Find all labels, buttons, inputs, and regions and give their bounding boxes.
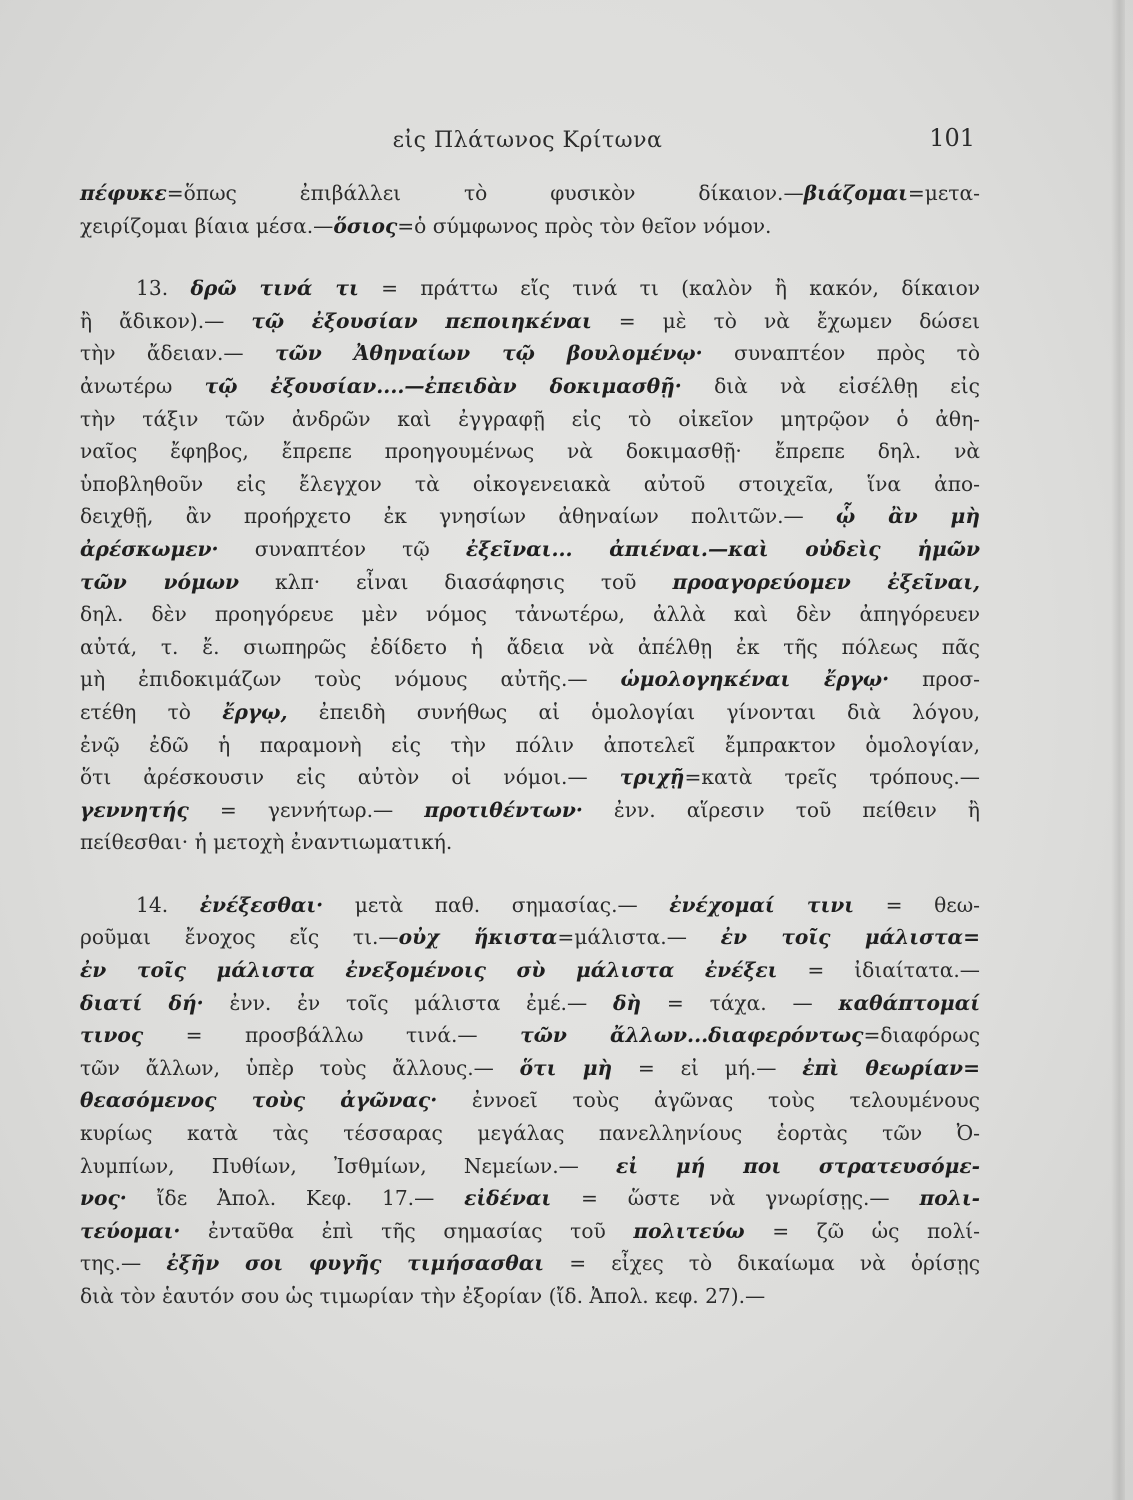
lemma-term: δὴ [612, 990, 642, 1015]
lemma-term: πολιτεύω [633, 1218, 745, 1243]
gloss-text: = τάχα. — [641, 990, 839, 1015]
lemma-term: τῷ ἐξουσίαν....—ἐπειδὰν δοκιμασθῇ· [204, 373, 682, 398]
text-line [80, 1215, 980, 1248]
gloss-text: = εἶχες τὸ δικαίωμα νὰ ὁρίσῃς [544, 1251, 981, 1276]
text-line [80, 337, 980, 370]
lemma-term: εἰδέναι [464, 1186, 552, 1211]
lemma-term: ἐξεῖναι... ἀπιέναι.—καὶ οὐδεὶς ἡμῶν [465, 536, 980, 561]
page-edge-shadow [1111, 0, 1125, 1500]
gloss-text: ναῖος ἔφηβος, ἔπρεπε προηγουμένως νὰ δοκιμασθῇ· ἔπρεπε δηλ. νὰ [80, 439, 980, 464]
gloss-text: =ὁ σύμφωνος πρὸς τὸν θεῖον νόμον. [397, 213, 772, 238]
gloss-text: =μετα- [907, 181, 980, 205]
gloss-text: =ὅπως ἐπιβάλλει τὸ φυσικὸν δίκαιον.— [166, 181, 804, 205]
lemma-term: θεασόμενος τοὺς ἀγῶνας· [80, 1088, 438, 1113]
lemma-term: οὐχ ἥκιστα [398, 925, 558, 950]
text-line [80, 794, 980, 827]
gloss-text: κλπ· εἶναι διασάφησις τοῦ [238, 569, 673, 594]
gloss-text: ἢ ἄδικον).— [80, 308, 252, 333]
gloss-text: = εἰ μή.— [612, 1055, 803, 1080]
gloss-text: =μάλιστα.— [557, 925, 721, 950]
gloss-text: δηλ. δὲν προηγόρευε μὲν νόμος τἀνωτέρω, ἀλλὰ καὶ δὲν ἀπηγόρευεν [80, 602, 980, 627]
text-line [80, 272, 980, 305]
paragraph-gap [80, 242, 980, 272]
lemma-term: ἐν τοῖς μάλιστα= [720, 925, 980, 950]
gloss-text: 14. [136, 892, 200, 917]
gloss-text: διὰ νὰ εἰσέλθῃ εἰς [681, 373, 980, 398]
paragraph-gap [80, 859, 980, 889]
text-line [80, 631, 980, 664]
text-line [80, 210, 980, 243]
lemma-term: καθάπτομαί [838, 990, 981, 1015]
text-line [80, 566, 980, 599]
lemma-term: τῷ ἐξουσίαν πεποιηκέναι [251, 308, 592, 333]
gloss-text: λυμπίων, Πυθίων, Ἰσθμίων, Νεμείων.— [80, 1153, 616, 1178]
text-line [80, 533, 980, 566]
text-line [80, 370, 980, 403]
page-number: 101 [929, 124, 975, 152]
text-line [80, 729, 980, 762]
lemma-term: τῶν ἄλλων...διαφερόντως [520, 1023, 864, 1048]
gloss-text: ἐνῷ ἐδῶ ἡ παραμονὴ εἰς τὴν πόλιν ἀποτελεῖ ἔμπρακτον ὁμολογίαν, [80, 732, 980, 757]
lemma-term: ᾧ ἂν μὴ [835, 504, 980, 529]
gloss-text: χειρίζομαι βίαια μέσα.— [80, 213, 334, 238]
lemma-term: ὅτι μὴ [519, 1055, 613, 1080]
lemma-term: ἐπὶ θεωρίαν= [802, 1055, 980, 1080]
text-line [80, 761, 980, 794]
gloss-text: ἐπειδὴ συνήθως αἱ ὁμολογίαι γίνονται διὰ λόγου, [287, 699, 980, 724]
text-line [80, 1019, 980, 1052]
text-line [80, 1084, 980, 1117]
gloss-text: διὰ τὸν ἑαυτόν σου ὡς τιμωρίαν τὴν ἐξορίαν (ἴδ. Ἀπολ. κεφ. 27).— [80, 1284, 766, 1308]
text-line [80, 889, 980, 922]
gloss-text: πείθεσθαι· ἡ μετοχὴ ἐναντιωματική. [80, 830, 453, 855]
gloss-text: = γεννήτωρ.— [188, 797, 425, 822]
gloss-text: 13. [136, 276, 191, 301]
lemma-term: προαγορεύομεν ἐξεῖναι, [672, 569, 980, 594]
lemma-term: τῶν Ἀθηναίων τῷ βουλομένῳ· [274, 341, 703, 366]
gloss-text: ετέθη τὸ [80, 699, 223, 724]
text-line [80, 1280, 980, 1313]
gloss-text: = ὥστε νὰ γνωρίσῃς.— [551, 1186, 920, 1211]
text-line [80, 435, 980, 468]
text-line [80, 987, 980, 1020]
gloss-text: συναπτέον τῷ [218, 536, 466, 561]
lemma-term: διατί δή· [80, 990, 204, 1015]
lemma-term: εἰ μή ποι στρατευσόμε- [616, 1153, 980, 1178]
gloss-text: αὐτά, τ. ἔ. σιωπηρῶς ἐδίδετο ἡ ἄδεια νὰ ἀπέλθῃ ἐκ τῆς πόλεως πᾶς [80, 634, 980, 659]
text-line [80, 500, 980, 533]
gloss-text: τὴν ἄδειαν.— [80, 341, 275, 366]
gloss-text: προσ- [889, 667, 980, 692]
commentary-text [80, 177, 980, 1313]
gloss-text: = ἰδιαίτατα.— [777, 958, 980, 983]
gloss-text: τὴν τάξιν τῶν ἀνδρῶν καὶ ἐγγραφῇ εἰς τὸ οἰκεῖον μητρῷον ὁ ἀθη- [80, 406, 980, 431]
lemma-term: βιάζομαι [803, 181, 908, 205]
lemma-term: πολι- [919, 1186, 980, 1211]
lemma-term: προτιθέντων· [424, 797, 583, 822]
text-line [80, 1182, 980, 1215]
gloss-text: τῶν ἄλλων, ὑπὲρ τοὺς ἄλλους.— [80, 1055, 520, 1080]
gloss-text: ἐννοεῖ τοὺς ἀγῶνας τοὺς τελουμένους [437, 1088, 980, 1113]
lemma-term: τινος [80, 1023, 144, 1048]
gloss-text: ἴδε Ἀπολ. Κεφ. 17.— [126, 1186, 465, 1211]
gloss-text: =διαφόρως [863, 1023, 980, 1048]
gloss-text: μετὰ παθ. σημασίας.— [323, 892, 670, 917]
text-line [80, 468, 980, 501]
lemma-term: ἔργῳ, [222, 699, 288, 724]
gloss-text: ἐνν. αἵρεσιν τοῦ πείθειν ἢ [582, 797, 980, 822]
lemma-term: ὅσιος [333, 213, 398, 238]
gloss-text: ὅτι ἀρέσκουσιν εἰς αὐτὸν οἱ νόμοι.— [80, 765, 620, 790]
text-line [80, 305, 980, 338]
gloss-text: δειχθῇ, ἂν προήρχετο ἐκ γνησίων ἀθηναίων πολιτῶν.— [80, 504, 836, 529]
gloss-text: συναπτέον πρὸς τὸ [702, 341, 980, 366]
gloss-text: ἀνωτέρω [80, 373, 205, 398]
gloss-text: = προσβάλλω τινά.— [143, 1023, 521, 1048]
text-line [80, 1117, 980, 1150]
text-line [80, 1247, 980, 1280]
text-line [80, 663, 980, 696]
lemma-term: πέφυκε [80, 181, 167, 205]
lemma-term: ἐν τοῖς μάλιστα ἐνεξομένοις σὺ μάλιστα ἐνέξει [80, 958, 778, 983]
text-line [80, 696, 980, 729]
text-line [80, 1052, 980, 1085]
gloss-text: = ζῶ ὡς πολί- [744, 1218, 980, 1243]
running-title: εἰς Πλάτωνος Κρίτωνα [392, 128, 663, 153]
lemma-term: νος· [80, 1186, 127, 1211]
text-line [80, 177, 980, 210]
page-header [80, 124, 975, 164]
gloss-text: ὑποβληθοῦν εἰς ἔλεγχον τὰ οἰκογενειακὰ αὐτοῦ στοιχεῖα, ἵνα ἀπο- [80, 471, 980, 496]
gloss-text: =κατὰ τρεῖς τρόπους.— [684, 765, 980, 790]
text-line [80, 403, 980, 436]
text-line [80, 598, 980, 631]
gloss-text: = μὲ τὸ νὰ ἔχωμεν δώσει [591, 308, 981, 333]
lemma-term: τριχῇ [619, 765, 685, 790]
lemma-term: ἐξῆν σοι φυγῆς τιμήσασθαι [166, 1251, 545, 1276]
lemma-term: τῶν νόμων [80, 569, 239, 594]
gloss-text: κυρίως κατὰ τὰς τέσσαρας μεγάλας πανελληνίους ἑορτὰς τῶν Ὀ- [80, 1121, 980, 1146]
text-line [80, 1150, 980, 1183]
lemma-term: γεννητής [80, 797, 189, 822]
lemma-term: ὡμολογηκέναι ἔργῳ· [620, 667, 890, 692]
lemma-term: ἐνέξεσθαι· [199, 892, 324, 917]
lemma-term: ἀρέσκωμεν· [80, 536, 219, 561]
text-line [80, 826, 980, 859]
gloss-text: ροῦμαι ἔνοχος εἴς τι.— [80, 925, 399, 950]
lemma-term: ἐνέχομαί τινι [669, 892, 854, 917]
gloss-text: ἐνταῦθα ἐπὶ τῆς σημασίας τοῦ [180, 1218, 634, 1243]
gloss-text: της.— [80, 1251, 167, 1276]
gloss-text: ἐνν. ἐν τοῖς μάλιστα ἐμέ.— [203, 990, 613, 1015]
lemma-term: τεύομαι· [80, 1218, 181, 1243]
gloss-text: = θεω- [854, 892, 980, 917]
gloss-text: μὴ ἐπιδοκιμάζων τοὺς νόμους αὐτῆς.— [80, 667, 621, 692]
lemma-term: δρῶ τινά τι [190, 276, 359, 301]
gloss-text: = πράττω εἴς τινά τι (καλὸν ἢ κακόν, δίκαιον [358, 276, 980, 301]
text-line [80, 921, 980, 954]
text-line [80, 954, 980, 987]
